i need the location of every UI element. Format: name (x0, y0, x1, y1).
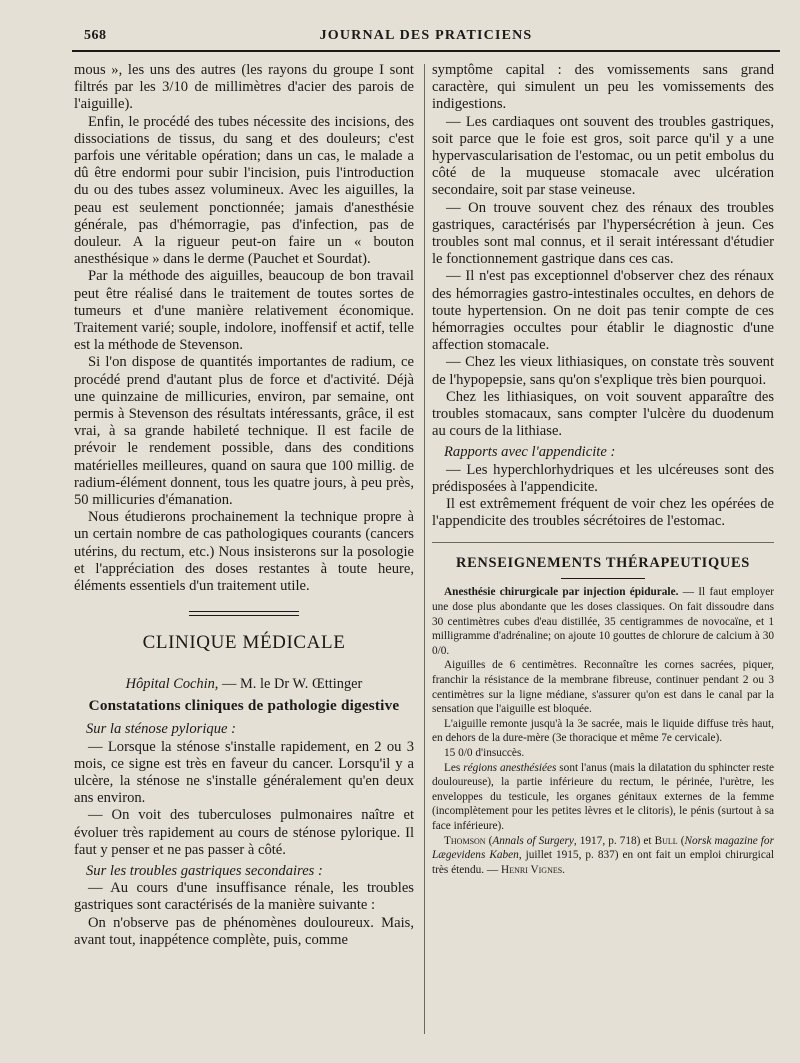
paragraph: — Lorsque la sténose s'installe rapidement, en 2 ou 3 mois, ce signe est très en faveur du cancer. Lorsqu'il y a ulcère, la sténose ne s'installe généralement qu'en deux ans environ. (74, 738, 414, 807)
section-divider (432, 542, 774, 543)
subheading: Sur les troubles gastriques secondaires : (86, 862, 323, 879)
paragraph: Nous étudierons prochainement la technique propre à un certain nombre de cas pathologiques courants (cancers utérins, du rectum, etc.) Nous insisterons sur la posologie et l'appréciation des doses restantes à toute heure, éléments essentiels d'un traitement utile. (74, 509, 414, 595)
note-paragraph: 15 0/0 d'insuccès. (444, 747, 525, 760)
paragraph: — Les hyperchlorhydriques et les ulcéreuses sont des prédisposées à l'appendicite. (432, 461, 774, 495)
paragraph: — On voit des tuberculoses pulmonaires naître et évoluer très rapidement au cours de sténose pylorique. Il faut y penser et ne pas passer à côté. (74, 807, 414, 858)
paragraph: Si l'on dispose de quantités importantes de radium, ce procédé prend d'autant plus de force et d'activité. Déjà une quinzaine de millicuries, environ, par semaine, ont permis à Stevenson des résultats intéressants, grâce, il est vrai, à sa grande habileté technique. Il est facile de prévoir le rendement possible, dans des conditions matérielles meilleures, quand on saura que 100 millig. de radium-élément donnent, tous les quatre jours, à peu près, 50 millicuries d'émanation. (74, 354, 414, 509)
header-rule (72, 50, 780, 52)
note-paragraph: Aiguilles de 6 centimètres. Reconnaître les cornes sacrées, piquer, franchir la résistance de la membrane fibreuse, continuer pendant 2 ou 3 centimètres sur la ligne médiane, s'assurer qu'on est dans le canal par la sensation que l'aiguille est bloquée. (432, 659, 774, 716)
right-column (432, 62, 774, 877)
note-paragraph: Anesthésie chirurgicale par injection épidurale. — Il faut employer une dose plus abondante que les doses classiques. On fait dissoudre dans 30 centimètres cubes d'eau distillée, 35 centigrammes de novocaïne, et 1 milligramme d'adrénaline; on ajoute 10 gouttes de chlorure de calcium à 30 0/0. (432, 586, 774, 657)
page-header (72, 22, 780, 48)
subheading: Sur la sténose pylorique : (86, 721, 236, 738)
article-byline (74, 676, 414, 693)
paragraph: — Au cours d'une insuffisance rénale, les troubles gastriques sont caractérisés de la manière suivante : (74, 880, 414, 914)
paragraph: mous », les uns des autres (les rayons du groupe I sont filtrés par les 3/10 de millimètres d'acier des parois de l'aiguille). (74, 62, 414, 113)
note-paragraph: Les régions anesthésiées sont l'anus (mais la dilatation du sphincter reste douloureuse), la partie inférieure du rectum, le périnée, l'urètre, les enveloppes du testicule, les organes génitaux externes de la femme (incomplètement pour les petites lèvres et le clitoris), le pénis (surtout à sa face inférieure). (432, 761, 775, 832)
author-name: — M. le Dr W. Œttinger (218, 676, 363, 693)
article-title: Constatations cliniques de pathologie digestive (88, 697, 400, 715)
page-number: 568 (84, 28, 107, 43)
section-divider (189, 611, 299, 616)
paragraph: — On trouve souvent chez des rénaux des troubles gastriques, caractérisés par l'hypersécrétion à jeun. Ces troubles sont mal connus, et il serait intéressant d'étudier le fonctionnement gastrique dans ces cas. (432, 199, 774, 268)
note-author: Henri Vignes. (501, 863, 566, 876)
section-title: RENSEIGNEMENTS THÉRAPEUTIQUES (456, 555, 750, 572)
left-column (74, 62, 414, 949)
note-heading: Anesthésie chirurgicale par injection épidurale. (444, 586, 679, 599)
column-divider (424, 64, 425, 1034)
note-paragraph: L'aiguille remonte jusqu'à la 3e sacrée, mais le liquide diffuse très haut, en dehors de la dure-mère (3e thoracique et même 7e cervicale). (432, 717, 774, 745)
note-paragraph: Thomson (Annals of Surgery, 1917, p. 718) et Bull (Norsk magazine for Lægevidens Kaben, juillet 1915, p. 837) en ont fait un emploi chirurgical très étendu. — Henri Vignes. (432, 834, 774, 876)
paragraph: symptôme capital : des vomissements sans grand caractère, qui simulent un peu les vomissements des indigestions. (432, 62, 774, 113)
paragraph: — Il n'est pas exceptionnel d'observer chez des rénaux des hémorragies gastro-intestinales occultes, en dehors de toute hypertension. On ne doit pas tenir compte de ces hémorragies occultes pour établir le diagnostic d'une affection stomacale. (432, 268, 774, 354)
section-title: CLINIQUE MÉDICALE (142, 632, 346, 654)
paragraph: Il est extrêmement fréquent de voir chez les opérées de l'appendicite des troubles sécrétoires de l'estomac. (432, 496, 774, 530)
paragraph: — Les cardiaques ont souvent des troubles gastriques, soit parce que le foie est gros, soit parce qu'il y a une hypervascularisation de l'estomac, ou un petit embolus du côté de la muqueuse stomacale avec ulcération secondaire, soit par stase veineuse. (432, 113, 774, 199)
paragraph: Enfin, le procédé des tubes nécessite des incisions, des dissociations de tissus, du sang et des douleurs; c'est parfois une véritable opération; dans un cas, le malade a dû être endormi pour subir l'incision, puis l'introduction du ou des tubes assez volumineux. Avec les aiguilles, la peau est seulement ponctionnée; jamais d'anesthésie générale, pas d'hémorragie, pas d'infection, pas de douleur. A la rigueur peut-on faire un « bouton anesthésique » dans le derme (Pauchet et Sourdat). (74, 113, 414, 268)
paragraph: On n'observe pas de phénomènes douloureux. Mais, avant tout, inappétence complète, puis, comme (74, 914, 414, 948)
hospital-name: Hôpital Cochin, (125, 676, 219, 693)
paragraph: Par la méthode des aiguilles, beaucoup de bon travail peut être réalisé dans le traitement de toutes sortes de tumeurs et d'une manière relativement économique. Traitement varié; souple, indolore, inoffensif et actif, telle est la méthode de Stevenson. (74, 268, 414, 354)
paragraph: — Chez les vieux lithiasiques, on constate très souvent de l'hypopepsie, sans qu'on s'explique très bien pourquoi. (432, 354, 774, 388)
subheading: Rapports avec l'appendicite : (444, 444, 616, 461)
journal-title: JOURNAL DES PRATICIENS (319, 28, 533, 43)
paragraph: Chez les lithiasiques, on voit souvent apparaître des troubles stomacaux, sans compter l'ulcère du duodenum au cours de la lithiase. (432, 388, 774, 440)
